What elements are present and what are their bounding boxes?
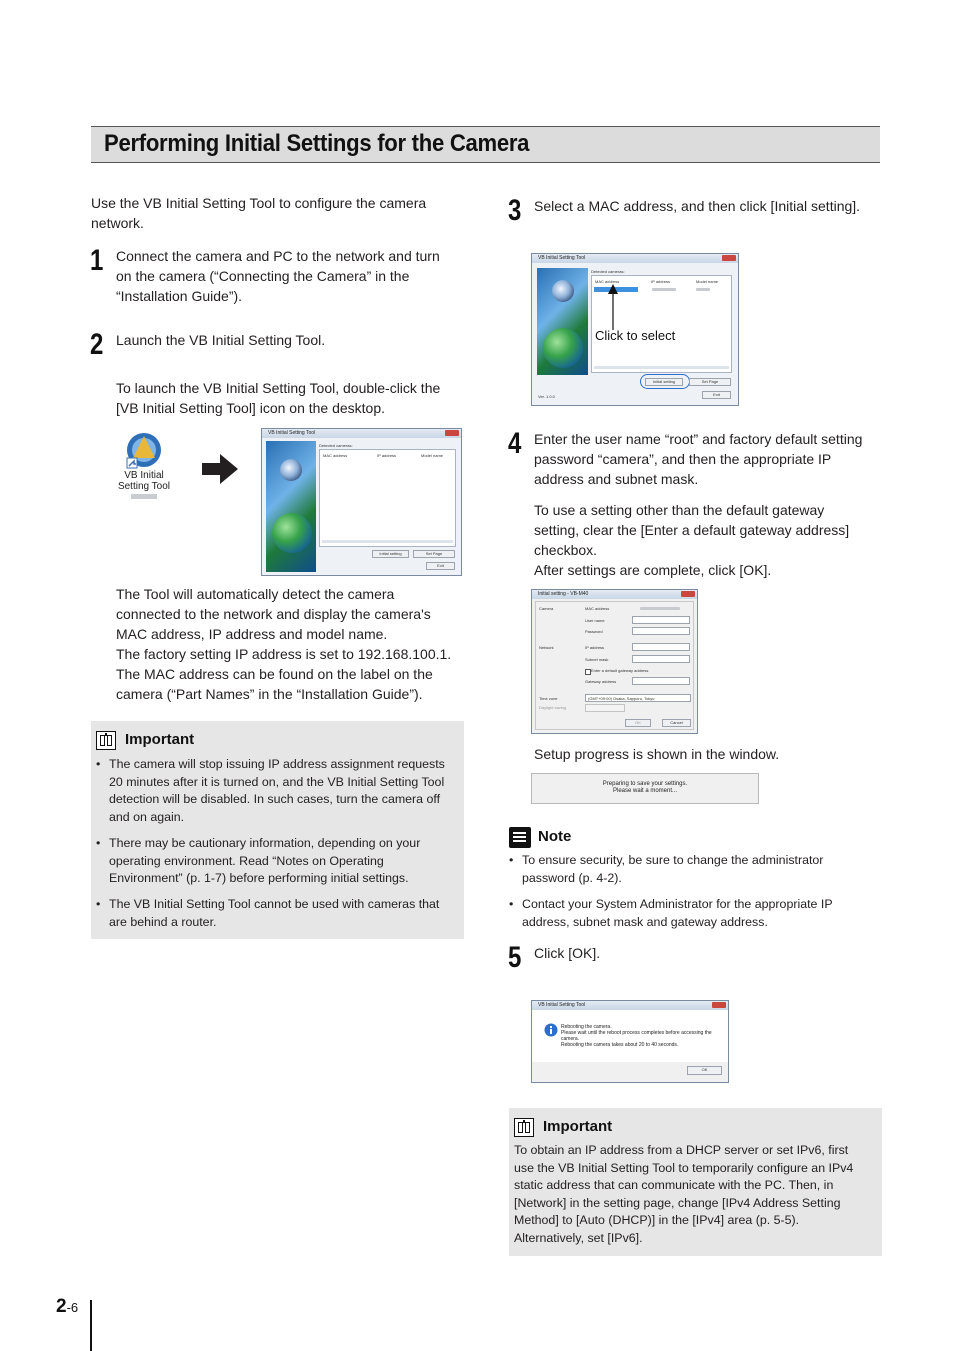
section-title-bar xyxy=(91,126,880,163)
important-2-text: To obtain an IP address from a DHCP server or set IPv6, first use the VB Initial Setting Tool to temporarily configure an IPv4 static address that can communicate with the PC. Then, in [Network] in the setting page, change [IPv4 Address Setting Method] to [Auto (DHCP)] in the [IPv4] area (p. 5-5). Alternatively, set [IPv6]. xyxy=(514,1143,854,1245)
page-divider xyxy=(90,1300,92,1351)
desktop-shortcut xyxy=(113,428,175,504)
note-item-1: • To ensure security, be sure to change the administrator password (p. 4-2). xyxy=(509,853,824,885)
note-heading: Note xyxy=(538,828,572,845)
important-item-1: • The camera will stop issuing IP address assignment requests 20 minutes after it is turned on, and the VB Initial Setting Tool detection will be disabled. In such cases, turn the camera off and on again. xyxy=(96,757,445,824)
important-icon xyxy=(96,731,116,750)
progress-line-2: Please wait a moment... xyxy=(612,788,678,794)
step-number-2: 2 xyxy=(90,328,104,361)
important-box-1 xyxy=(91,721,464,939)
page-index: -6 xyxy=(66,1300,79,1315)
dialog-ok-button[interactable]: OK xyxy=(625,719,651,727)
step-1-text: Connect the camera and PC to the network and turn on the camera (“Connecting the Camera” in the “Installation Guide”). xyxy=(116,248,440,304)
step-2-explanation: The Tool will automatically detect the camera connected to the network and display the camera's MAC address, IP address and model name. The factory setting IP address is set to 192.168.100.1. The MAC address can be found on the label on the camera (“Part Names” in the “Installation Guide”). xyxy=(116,586,452,702)
close-icon xyxy=(681,591,695,597)
ip-address-field[interactable] xyxy=(632,643,690,651)
click-to-select-label: Click to select xyxy=(595,328,676,343)
step-4-text: Enter the user name “root” and factory default setting password “camera”, and then the appropriate IP address and subnet mask. xyxy=(534,431,863,487)
camera-list[interactable]: MAC address IP address Model name xyxy=(591,275,732,373)
step-2-text: Launch the VB Initial Setting Tool. xyxy=(116,332,326,348)
desktop-icon-label-1: VB Initial xyxy=(124,470,164,481)
version-label: Ver. 1.0.0 xyxy=(538,394,555,399)
select-mac-screenshot: VB Initial Setting Tool Detected cameras: MAC address IP address Model name Initial setting Set Page Exit Ver. 1.0.0 xyxy=(531,253,739,406)
camera-list[interactable]: MAC address IP address Model name xyxy=(319,449,456,547)
info-icon xyxy=(544,1023,558,1037)
desktop-icon-label-2: Setting Tool xyxy=(117,481,171,492)
vb-tool-icon xyxy=(113,428,175,472)
dst-select[interactable] xyxy=(585,704,625,712)
page-number xyxy=(56,1296,78,1318)
password-field[interactable] xyxy=(632,627,690,635)
step-4-detail: To use a setting other than the default gateway setting, clear the [Enter a default gateway address] checkbox. After settings are complete, click [OK]. xyxy=(534,502,850,578)
subnet-mask-field[interactable] xyxy=(632,655,690,663)
close-icon xyxy=(445,430,459,436)
important-icon xyxy=(514,1118,534,1137)
important-item-3: • The VB Initial Setting Tool cannot be used with cameras that are behind a router. xyxy=(96,897,440,929)
progress-window-screenshot xyxy=(531,773,759,804)
note-item-2: • Contact your System Administrator for the appropriate IP address, subnet mask and gateway address. xyxy=(509,897,833,929)
close-icon xyxy=(722,255,736,261)
right-arrow-icon xyxy=(202,454,238,484)
time-zone-select[interactable]: (GMT+09:00) Osaka, Sapporo, Tokyo xyxy=(585,694,691,702)
gateway-address-field[interactable] xyxy=(632,677,690,685)
step-3-text: Select a MAC address, and then click [Initial setting]. xyxy=(534,198,861,214)
step-number-4: 4 xyxy=(508,427,522,460)
set-page-button[interactable]: Set Page xyxy=(689,378,731,386)
callout-arrow-icon xyxy=(606,284,620,330)
tool-window-art xyxy=(266,441,316,572)
tool-window-screenshot xyxy=(261,428,462,576)
tool-window-title: VB Initial Setting Tool xyxy=(262,429,461,438)
page-title: Performing Initial Settings for the Camera xyxy=(104,130,530,157)
step-2-detail: To launch the VB Initial Setting Tool, double-click the [VB Initial Setting Tool] icon on the desktop. xyxy=(116,380,441,416)
important-box-2 xyxy=(509,1108,882,1256)
scrollbar[interactable] xyxy=(322,540,453,543)
exit-button[interactable]: Exit xyxy=(702,391,731,399)
reboot-ok-button[interactable]: OK xyxy=(687,1066,722,1075)
intro-text: Use the VB Initial Setting Tool to configure the camera network. xyxy=(91,195,427,231)
reboot-line-2: Please wait until the reboot process completes before accessing the xyxy=(561,1030,712,1036)
important-heading-2: Important xyxy=(543,1118,613,1135)
step-number-3: 3 xyxy=(508,194,522,227)
important-item-2: • There may be cautionary information, depending on your operating environment. Read “Notes on Operating Environment” (p. 1-7) before performing initial settings. xyxy=(96,836,421,885)
reboot-dialog-screenshot: VB Initial Setting Tool Rebooting the camera. Please wait until the reboot process completes before accessing the camera. Rebooting the camera takes about 20 to 40 seconds. OK xyxy=(531,1000,729,1083)
reboot-line-1: Rebooting the camera. xyxy=(561,1024,612,1030)
scrollbar[interactable] xyxy=(594,366,729,369)
initial-setting-button[interactable]: Initial setting xyxy=(645,378,683,386)
progress-caption: Setup progress is shown in the window. xyxy=(534,746,780,762)
close-icon xyxy=(712,1002,726,1008)
step-number-5: 5 xyxy=(508,941,522,974)
user-name-field[interactable] xyxy=(632,616,690,624)
step-5-text: Click [OK]. xyxy=(534,945,601,961)
initial-setting-dialog-screenshot: Initial setting - VB-M40 Camera MAC address User name Password Network IP address Subnet mask Enter a default gateway address Gateway address Time zone (GMT+09:00) Osaka, Sapporo, Tokyo Daylight saving OK Cancel xyxy=(531,589,698,734)
reboot-line-3: camera. xyxy=(561,1036,580,1042)
progress-line-1: Preparing to save your settings. xyxy=(602,781,688,787)
page-chapter: 2 xyxy=(56,1296,67,1317)
initial-setting-button[interactable]: Initial setting xyxy=(372,550,409,558)
set-page-button[interactable]: Set Page xyxy=(413,550,455,558)
note-icon xyxy=(509,827,531,848)
dialog-cancel-button[interactable]: Cancel xyxy=(662,719,691,727)
reboot-line-4: Rebooting the camera takes about 20 to 40 seconds. xyxy=(561,1042,679,1048)
important-heading-1: Important xyxy=(125,731,195,748)
step-number-1: 1 xyxy=(90,244,104,277)
initial-setting-highlight xyxy=(640,374,690,389)
exit-button[interactable]: Exit xyxy=(426,562,455,570)
detected-label: Detected cameras: xyxy=(319,443,353,448)
